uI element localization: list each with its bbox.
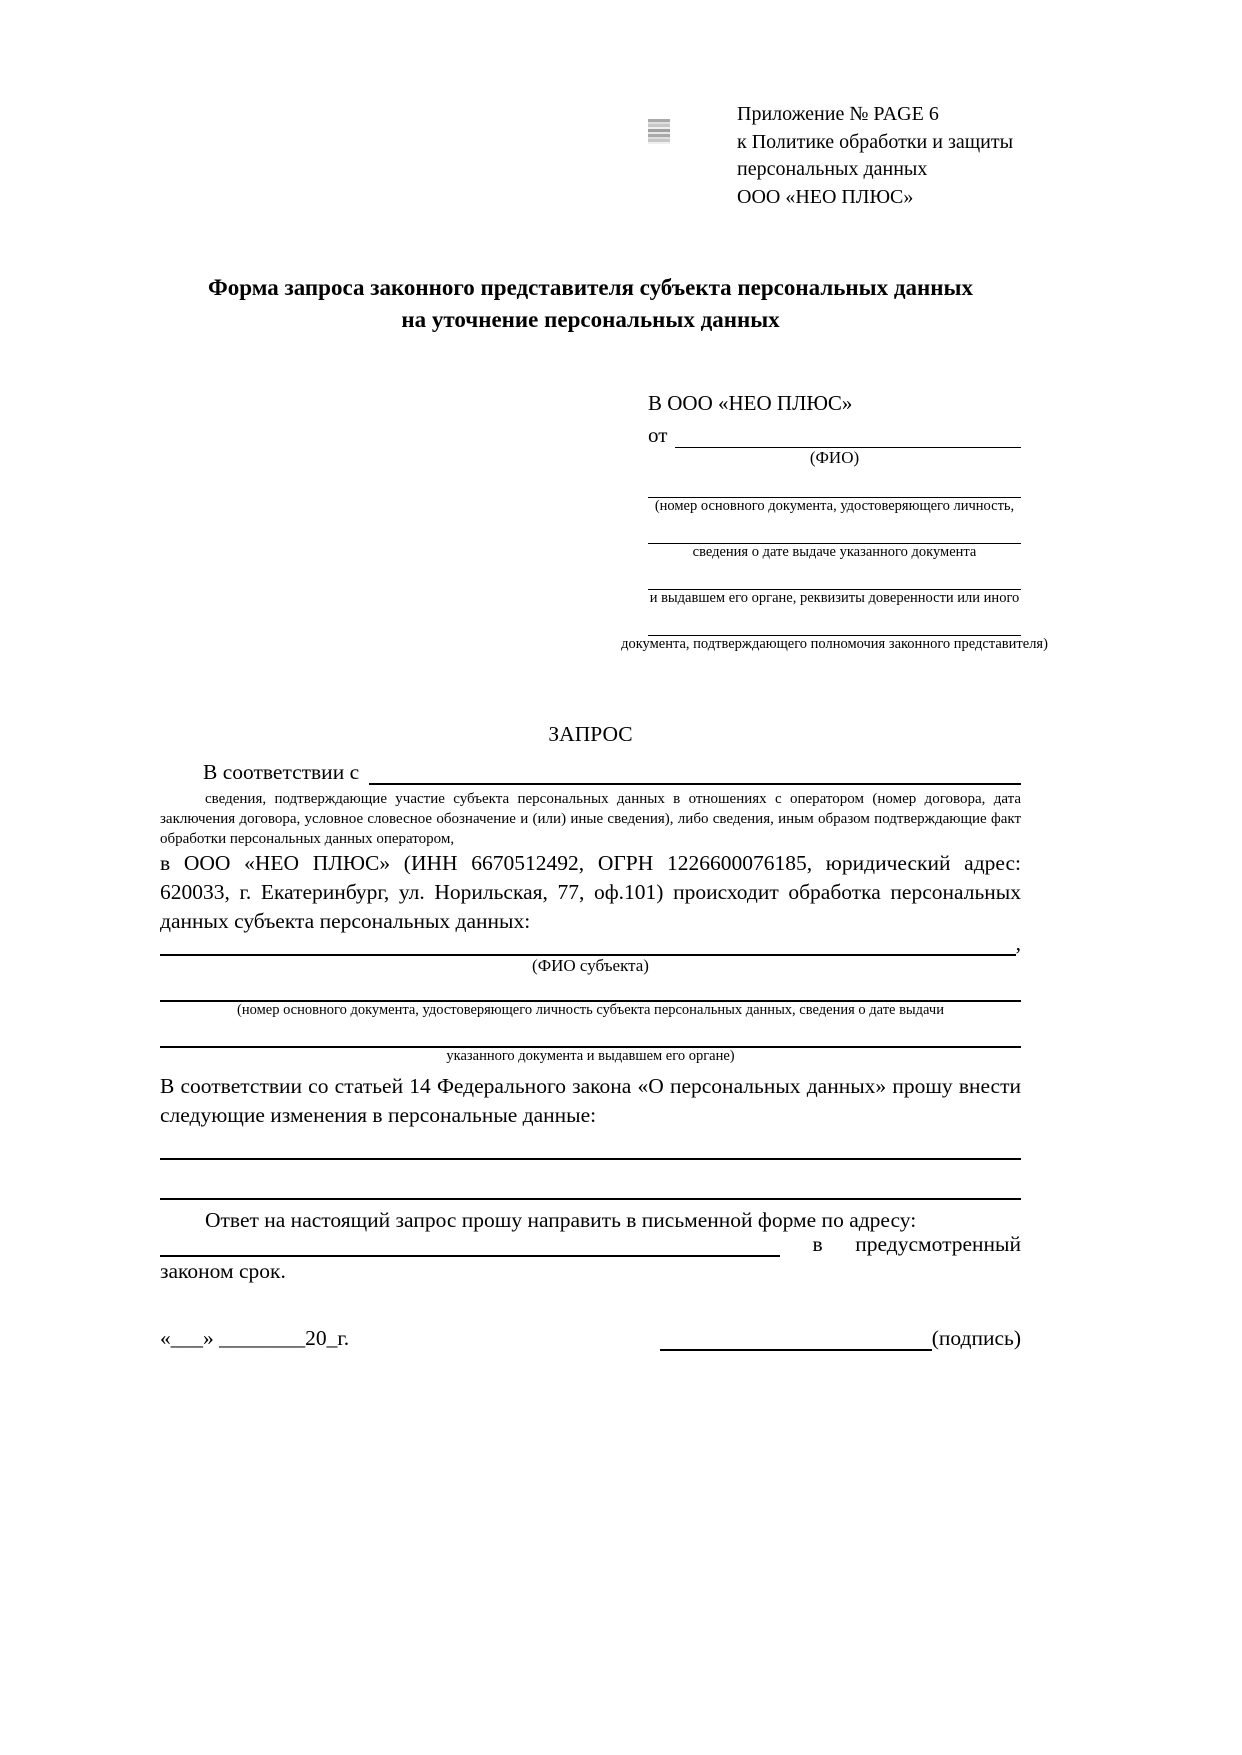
reply-end-text: законом срок. — [160, 1259, 286, 1283]
basis-caption: сведения, подтверждающие участие субъекта персональных данных в отношениях с оператором (номер договора, дата заключения договора, условное словесное обозначение и (или) иные сведения), либо сведения, иным образом подтверждающие факт обработки персональных данных оператором, — [160, 791, 1021, 847]
reply-address-input-line[interactable] — [160, 1235, 780, 1257]
amendments-input-line-1[interactable] — [160, 1130, 1021, 1160]
subject-doc-caption-row-1 — [160, 1002, 1021, 1018]
fio-caption-row — [648, 448, 1021, 468]
appendix-header — [737, 101, 1013, 211]
signature-row — [160, 1326, 1021, 1351]
subject-fio-caption-row — [160, 956, 1021, 976]
doc-caption-row-4 — [621, 636, 1048, 652]
form-title — [160, 272, 1021, 336]
basis-row — [160, 757, 1021, 785]
subject-doc-caption-2: указанного документа и выдавшем его органе) — [446, 1048, 735, 1064]
signature-caption: (подпись) — [931, 1326, 1021, 1350]
request-heading: ЗАПРОС — [548, 722, 633, 746]
representative-doc-input-line-4[interactable] — [648, 606, 1021, 636]
basis-label: В соответствии с — [203, 760, 360, 784]
doc-caption-3: и выдавшем его органе, реквизиты доверенности или иного — [649, 590, 1020, 606]
operator-paragraph: в ООО «НЕО ПЛЮС» (ИНН 6670512492, ОГРН 1226600076185, юридический адрес: 620033, г. Екатеринбург, ул. Норильская, 77, оф.101) происходит обработка персональных данных субъекта персональных данных: — [160, 851, 1021, 933]
amendments-paragraph: В соответствии со статьей 14 Федерального закона «О персональных данных» прошу внести следующие изменения в персональные данные: — [160, 1074, 1021, 1127]
signature-right — [660, 1326, 1021, 1351]
amendments-input-line-2[interactable] — [160, 1160, 1021, 1200]
subject-doc-caption-1: (номер основного документа, удостоверяющего личность субъекта персональных данных, сведения о дате выдачи — [237, 1002, 944, 1018]
reply-word-term: предусмотренный — [855, 1232, 1021, 1256]
from-row — [648, 418, 1021, 448]
doc-caption-4: документа, подтверждающего полномочия законного представителя) — [621, 636, 1048, 652]
doc-caption-row-1 — [648, 498, 1021, 514]
from-label: от — [648, 423, 668, 447]
appendix-line-3: персональных данных — [737, 158, 928, 180]
signature-date[interactable]: «___» ________20_г. — [160, 1326, 350, 1350]
appendix-line-2: к Политике обработки и защиты — [737, 130, 1014, 153]
doc-caption-2: сведения о дате выдаче указанного документа — [692, 544, 977, 560]
subject-fio-comma: , — [1015, 931, 1021, 955]
subject-doc-input-line-1[interactable] — [160, 976, 1021, 1002]
appendix-line-1: Приложение № PAGE 6 — [737, 103, 939, 125]
doc-caption-1: (номер основного документа, удостоверяющего личность, — [654, 498, 1015, 514]
representative-doc-input-line-2[interactable] — [648, 514, 1021, 544]
addressee-block — [621, 391, 1048, 652]
reply-word-v: в — [812, 1232, 823, 1256]
basis-input-line[interactable] — [369, 783, 1021, 785]
representative-doc-input-line-1[interactable] — [648, 468, 1021, 498]
subject-doc-caption-row-2 — [160, 1048, 1021, 1064]
form-title-line-1: Форма запроса законного представителя субъекта персональных данных — [208, 275, 973, 300]
addressee-org: В ООО «НЕО ПЛЮС» — [648, 391, 853, 415]
subject-fio-row — [160, 931, 1021, 956]
doc-caption-row-3 — [648, 590, 1021, 606]
reply-paragraph: Ответ на настоящий запрос прошу направить в письменной форме по адресу: — [205, 1208, 917, 1232]
reply-address-row — [160, 1232, 1021, 1257]
embedded-object-glitch-icon — [648, 119, 670, 144]
representative-doc-input-line-3[interactable] — [648, 560, 1021, 590]
appendix-line-4: ООО «НЕО ПЛЮС» — [737, 185, 914, 208]
subject-fio-caption: (ФИО субъекта) — [532, 956, 649, 975]
doc-caption-row-2 — [648, 544, 1021, 560]
fio-caption: (ФИО) — [809, 448, 860, 467]
form-title-line-2: на уточнение персональных данных — [401, 307, 780, 332]
subject-doc-input-line-2[interactable] — [160, 1018, 1021, 1048]
signature-input-line[interactable] — [660, 1329, 932, 1351]
